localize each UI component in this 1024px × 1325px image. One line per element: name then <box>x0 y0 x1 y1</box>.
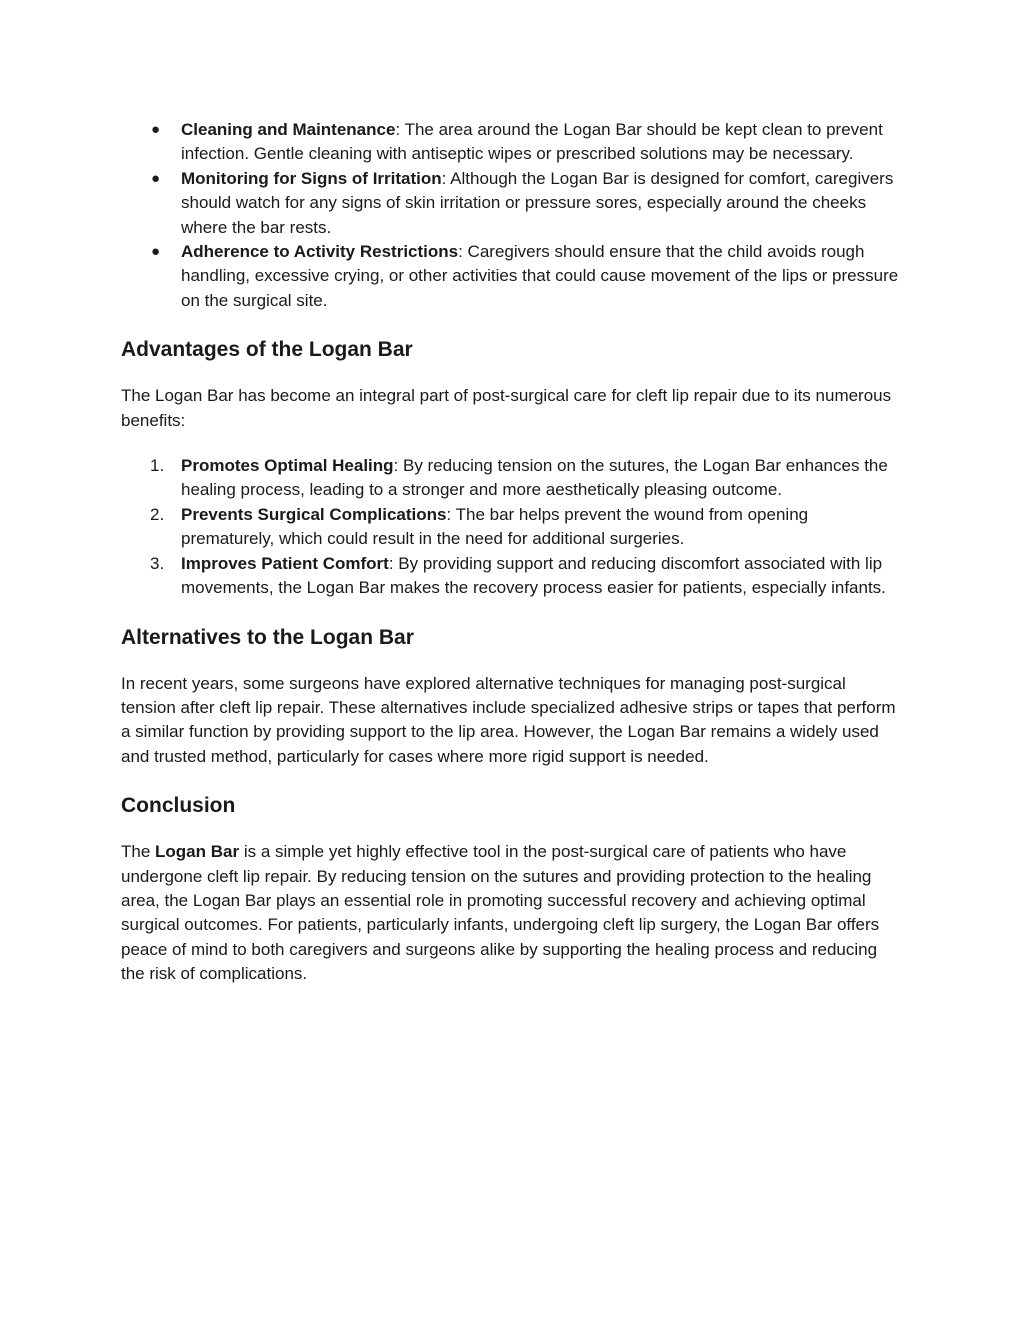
number-marker: 2. <box>150 504 165 524</box>
bullet-marker: ● <box>151 243 161 261</box>
list-item-text: : By providing support and reducing discomfort associated with lip movements, the Logan Bar makes the recovery process easier for patients, especially infants. <box>181 553 886 598</box>
conclusion-bold-term: Logan Bar <box>155 842 240 862</box>
conclusion-lead: The <box>121 842 156 862</box>
bullet-marker: ● <box>151 121 161 138</box>
conclusion-text: is a simple yet highly effective tool in the post-surgical care of patients who have undergone cleft lip repair. By reducing tension on the sutures and providing protection to the healing area, the Logan Bar plays an essential role in promoting successful recovery and achieving optimal surgical outcomes. For patients, particularly infants, undergoing cleft lip surgery, the Logan Bar offers peace of mind to both caregivers and surgeons alike by supporting the healing process and reducing the risk of complications. <box>121 842 880 984</box>
advantages-heading: Advantages of the Logan Bar <box>121 338 413 362</box>
list-item-text: : Although the Logan Bar is designed for comfort, caregivers should watch for any signs of skin irritation or pressure sores, especially around the cheeks where the bar rests. <box>181 168 894 237</box>
care-bullet-list <box>121 118 901 313</box>
alternatives-paragraph: In recent years, some surgeons have explored alternative techniques for managing post-surgical tension after cleft lip repair. These alternatives include specialized adhesive strips or tapes that perform a similar function by providing support to the lip area. However, the Logan Bar remains a widely used and trusted method, particularly for cases where more rigid support is needed. <box>121 673 896 766</box>
conclusion-heading: Conclusion <box>121 794 236 818</box>
list-item-text: : The area around the Logan Bar should be kept clean to prevent infection. Gentle cleaning with antiseptic wipes or prescribed solutions may be necessary. <box>181 120 883 164</box>
list-item-title: Monitoring for Signs of Irritation <box>181 168 442 188</box>
list-item-text: : The bar helps prevent the wound from opening prematurely, which could result in the need for additional surgeries. <box>181 504 809 549</box>
number-marker: 3. <box>150 553 165 573</box>
list-item-title: Adherence to Activity Restrictions <box>181 242 459 262</box>
list-item-title: Prevents Surgical Complications <box>181 504 447 524</box>
list-item <box>121 240 901 313</box>
advantages-numbered-list <box>121 454 901 600</box>
list-item <box>121 118 901 167</box>
document-page <box>121 118 901 987</box>
advantages-intro: The Logan Bar has become an integral part of post-surgical care for cleft lip repair due to its numerous benefits: <box>121 386 892 430</box>
list-item-text: : Caregivers should ensure that the child avoids rough handling, excessive crying, or other activities that could cause movement of the lips or pressure on the surgical site. <box>181 242 899 310</box>
bullet-marker: ● <box>151 169 161 187</box>
list-item-title: Improves Patient Comfort <box>181 553 389 573</box>
list-item-text: : By reducing tension on the sutures, the Logan Bar enhances the healing process, leading to a stronger and more aesthetically pleasing outcome. <box>181 456 888 500</box>
list-item <box>121 454 901 503</box>
list-item-title: Promotes Optimal Healing <box>181 456 394 476</box>
list-item <box>121 552 901 601</box>
list-item <box>121 503 901 552</box>
number-marker: 1. <box>150 456 165 476</box>
list-item-title: Cleaning and Maintenance <box>181 120 396 139</box>
conclusion-paragraph <box>121 840 901 986</box>
alternatives-heading: Alternatives to the Logan Bar <box>121 625 414 649</box>
list-item <box>121 167 901 240</box>
